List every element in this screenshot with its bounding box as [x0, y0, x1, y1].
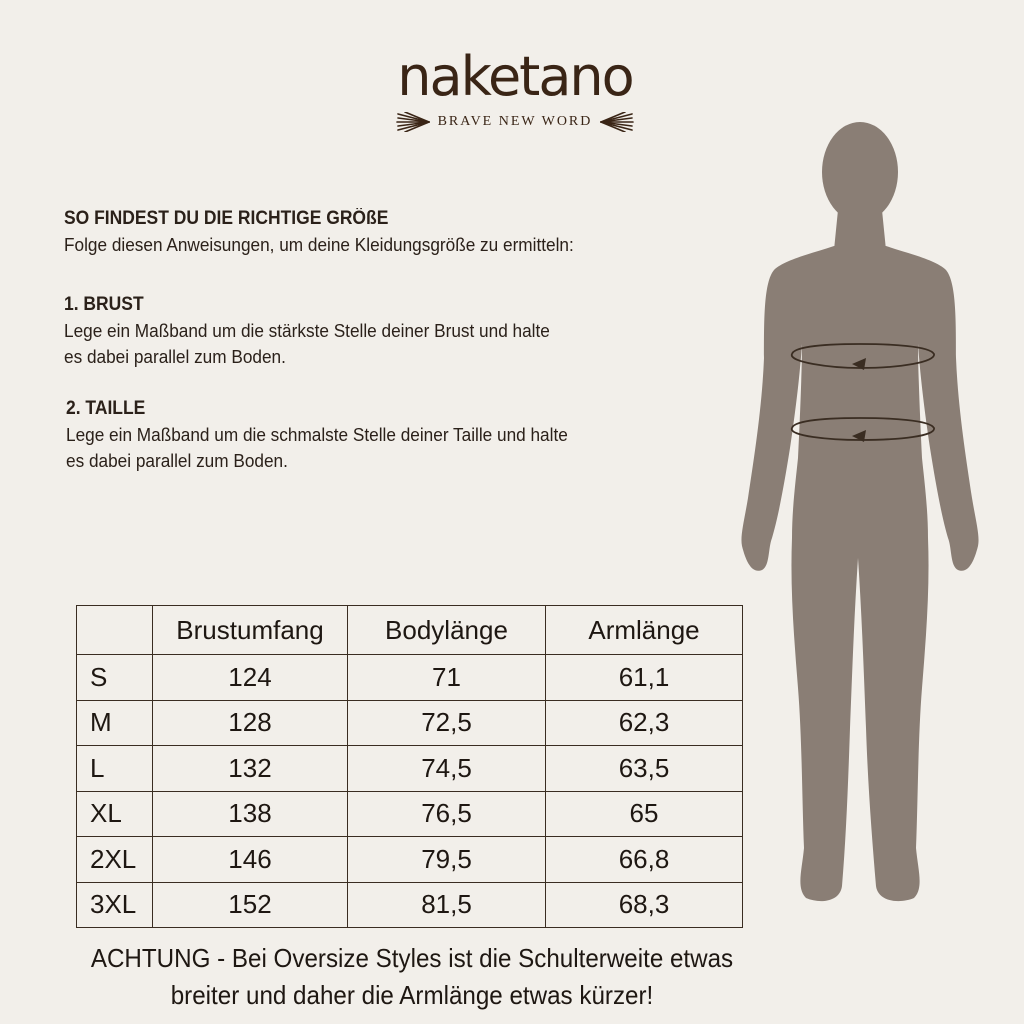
table-cell: 152 [153, 882, 348, 928]
note-line: breiter und daher die Armlänge etwas kürzer! [170, 980, 654, 1010]
table-cell: 63,5 [546, 746, 743, 792]
table-row [77, 791, 743, 837]
table-header-cell: Brustumfang [153, 606, 348, 655]
table-cell-size: L [77, 746, 153, 792]
table-cell: 61,1 [546, 655, 743, 701]
section-title: 1. BRUST [64, 294, 144, 315]
table-cell: 79,5 [348, 837, 546, 883]
table-row [77, 746, 743, 792]
table-cell: 72,5 [348, 700, 546, 746]
table-cell-size: 3XL [77, 882, 153, 928]
fan-ornament-icon [600, 112, 634, 132]
table-header-cell: Armlänge [546, 606, 743, 655]
brand-logo [330, 45, 700, 132]
table-cell: 65 [546, 791, 743, 837]
table-header-cell: Bodylänge [348, 606, 546, 655]
table-cell: 146 [153, 837, 348, 883]
table-cell: 138 [153, 791, 348, 837]
table-cell: 81,5 [348, 882, 546, 928]
brand-tagline: BRAVE NEW WORD [437, 114, 593, 129]
section-line: es dabei parallel zum Boden. [66, 450, 288, 471]
section-line: es dabei parallel zum Boden. [64, 346, 286, 367]
table-cell: 128 [153, 700, 348, 746]
table-cell: 74,5 [348, 746, 546, 792]
note-line: ACHTUNG - Bei Oversize Styles ist die Schulterweite etwas [90, 943, 734, 973]
section-taille [66, 396, 704, 474]
table-cell-size: M [77, 700, 153, 746]
table-cell: 132 [153, 746, 348, 792]
section-line: Lege ein Maßband um die schmalste Stelle deiner Taille und halte [66, 424, 568, 445]
oversize-note [66, 940, 758, 1014]
size-table [76, 605, 743, 928]
table-cell: 71 [348, 655, 546, 701]
table-cell: 76,5 [348, 791, 546, 837]
table-cell: 124 [153, 655, 348, 701]
section-brust [64, 292, 704, 370]
brand-tag [330, 112, 700, 132]
section-title: 2. TAILLE [66, 398, 146, 419]
table-row [77, 655, 743, 701]
fan-ornament-icon [396, 112, 430, 132]
brand-name: naketano [397, 45, 633, 108]
table-cell-size: S [77, 655, 153, 701]
table-row [77, 882, 743, 928]
table-row [77, 700, 743, 746]
table-row [77, 837, 743, 883]
intro-text: Folge diesen Anweisungen, um deine Kleidungsgröße zu ermitteln: [64, 234, 574, 255]
page-heading: SO FINDEST DU DIE RICHTIGE GRÖßE [64, 208, 389, 229]
human-silhouette-icon [740, 118, 980, 918]
table-header-cell [77, 606, 153, 655]
table-header-row [77, 606, 743, 655]
size-guide-instructions [64, 206, 704, 474]
section-line: Lege ein Maßband um die stärkste Stelle deiner Brust und halte [64, 320, 550, 341]
table-cell-size: XL [77, 791, 153, 837]
table-cell: 62,3 [546, 700, 743, 746]
table-cell-size: 2XL [77, 837, 153, 883]
table-cell: 68,3 [546, 882, 743, 928]
table-cell: 66,8 [546, 837, 743, 883]
